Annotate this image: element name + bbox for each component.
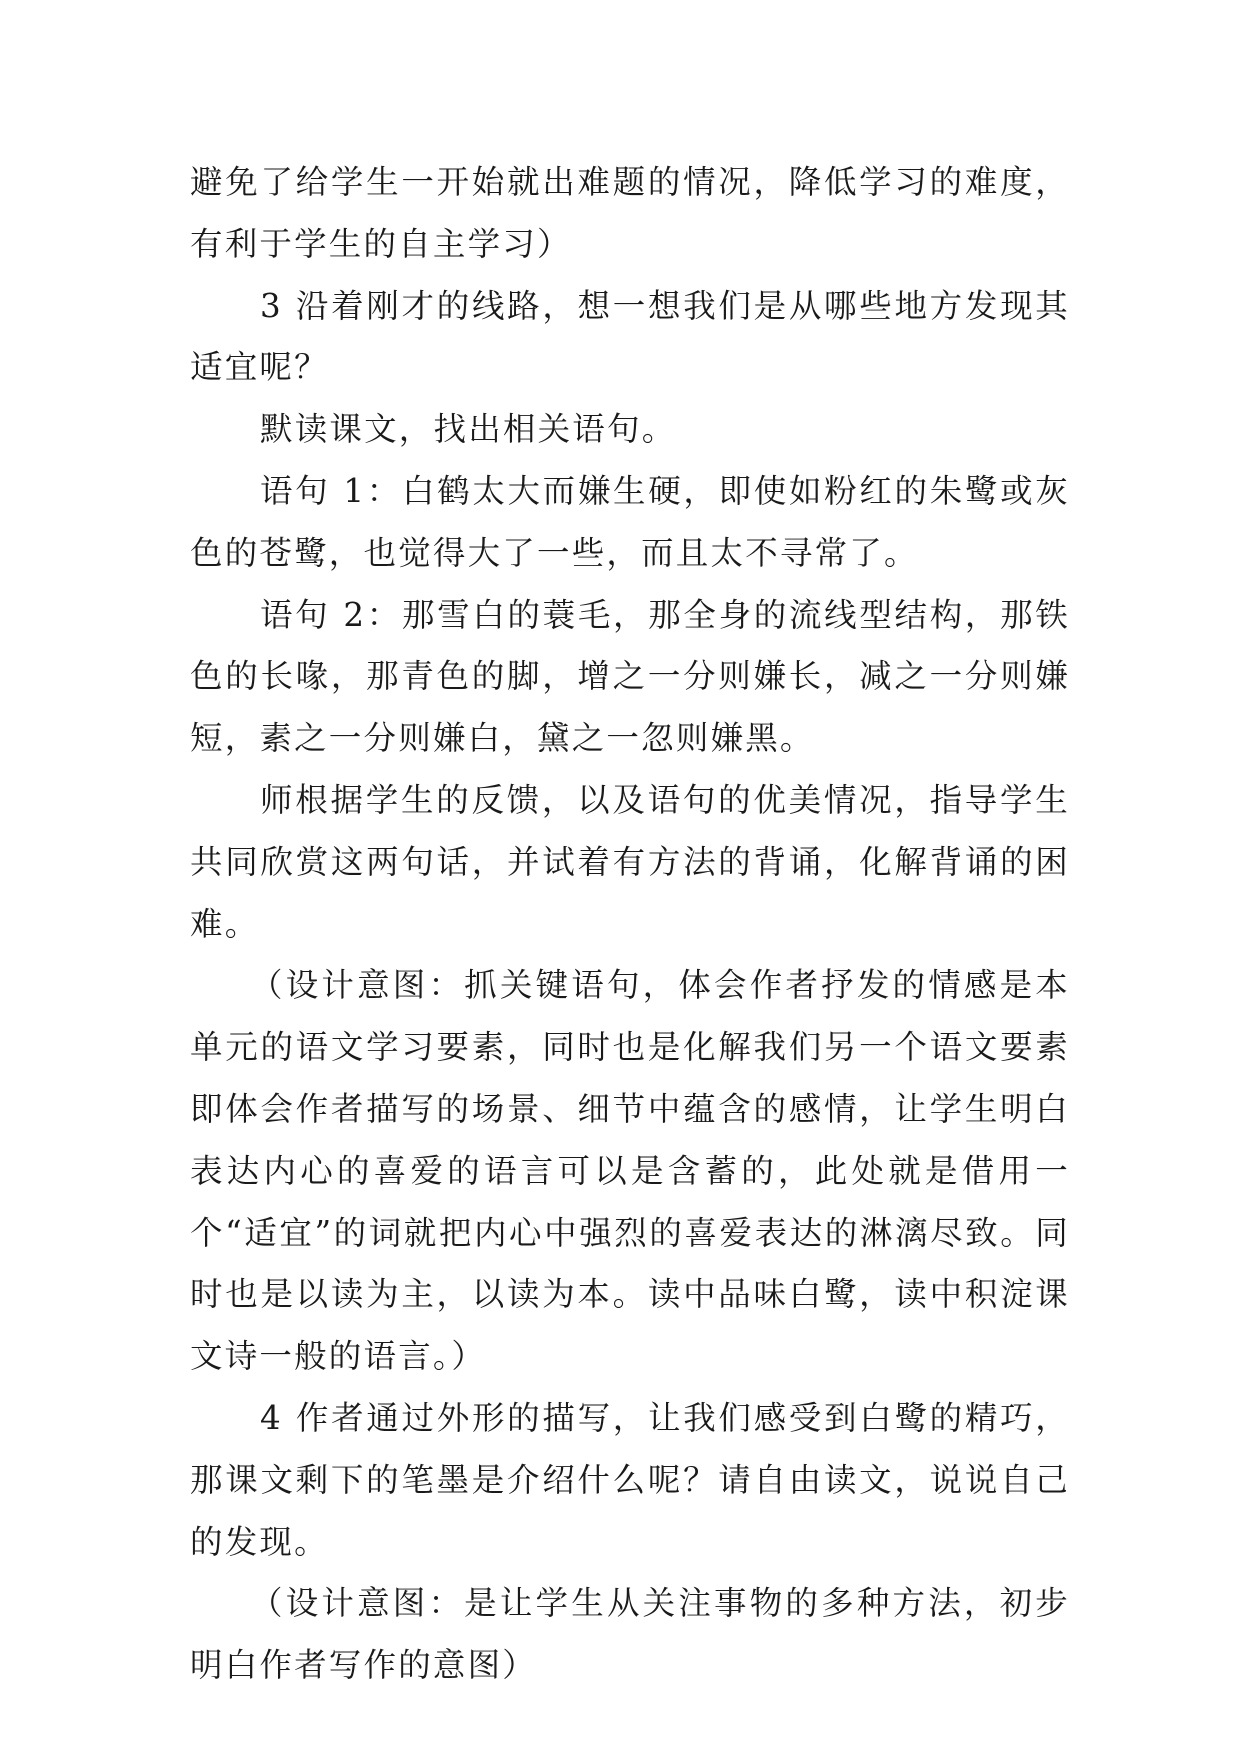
paragraph-teacher-guidance: 师根据学生的反馈，以及语句的优美情况，指导学生共同欣赏这两句话，并试着有方法的背诵，化解背诵的困难。 (190, 780, 1070, 943)
paragraph-question-3: 3 沿着刚才的线路，想一想我们是从哪些地方发现其适宜呢？ (190, 286, 1070, 387)
paragraph-question-4: 4 作者通过外形的描写，让我们感受到白鹭的精巧，那课文剩下的笔墨是介绍什么呢？请自由读文，说说自己的发现。 (190, 1398, 1070, 1561)
paragraph-sentence-1: 语句 1：白鹤太大而嫌生硬，即使如粉红的朱鹭或灰色的苍鹭，也觉得大了一些，而且太不寻常了。 (190, 471, 1070, 572)
document-body (190, 152, 1070, 1697)
paragraph-continuation: 避免了给学生一开始就出难题的情况，降低学习的难度，有利于学生的自主学习） (190, 163, 1070, 263)
paragraph-sentence-2: 语句 2：那雪白的蓑毛，那全身的流线型结构，那铁色的长喙，那青色的脚，增之一分则嫌长，减之一分则嫌短，素之一分则嫌白，黛之一忽则嫌黑。 (190, 595, 1070, 758)
paragraph-silent-reading: 默读课文，找出相关语句。 (260, 410, 677, 449)
paragraph-design-intent-2: （设计意图：是让学生从关注事物的多种方法，初步明白作者写作的意图） (190, 1584, 1070, 1685)
paragraph-design-intent-1: （设计意图：抓关键语句，体会作者抒发的情感是本单元的语文学习要素，同时也是化解我们另一个语文要素即体会作者描写的场景、细节中蕴含的感情，让学生明白表达内心的喜爱的语言可以是含蓄的，此处就是借用一个“适宜”的词就把内心中强烈的喜爱表达的淋漓尽致。同时也是以读为主，以读为本。读中品味白鹭，读中积淀课文诗一般的语言。） (190, 966, 1070, 1376)
